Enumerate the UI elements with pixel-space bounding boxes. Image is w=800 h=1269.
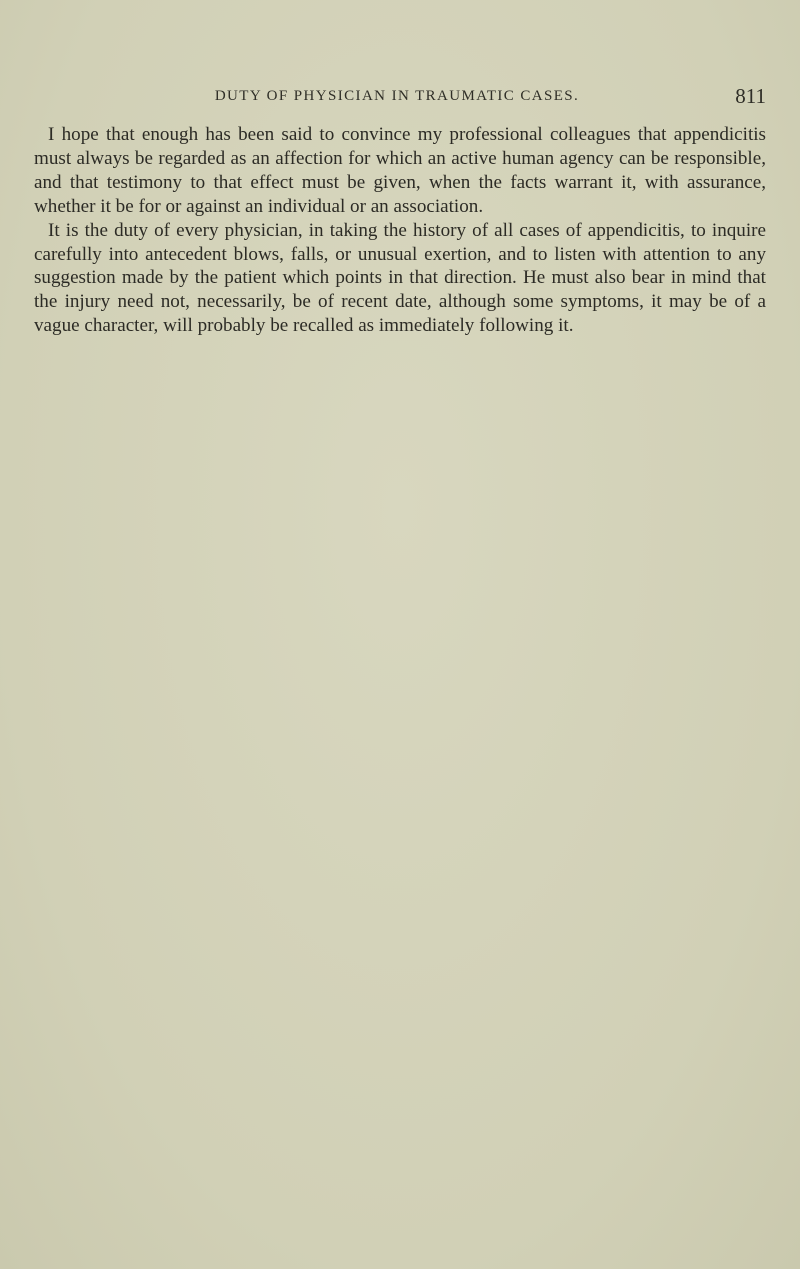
body-text	[34, 123, 766, 338]
running-head: DUTY OF PHYSICIAN IN TRAUMATIC CASES.	[214, 88, 580, 104]
paragraph-2: It is the duty of every physician, in taking the history of all cases of appendicitis, to inquire carefully into antecedent blows, falls, or unusual exertion, and to listen with attention to any suggestion made by the patient which points in that direction. He must also bear in mind that the injury need not, necessarily, be of recent date, although some symptoms, it may be of a vague character, will probably be recalled as immediately following it.	[34, 219, 766, 337]
paragraph-1: I hope that enough has been said to convince my professional colleagues that appendicitis must always be regarded as an affection for which an active human agency can be responsible, and that testimony to that effect must be given, when the facts warrant it, with assurance, whether it be for or against an individual or an association.	[34, 124, 766, 217]
page-number: 811	[735, 84, 766, 108]
